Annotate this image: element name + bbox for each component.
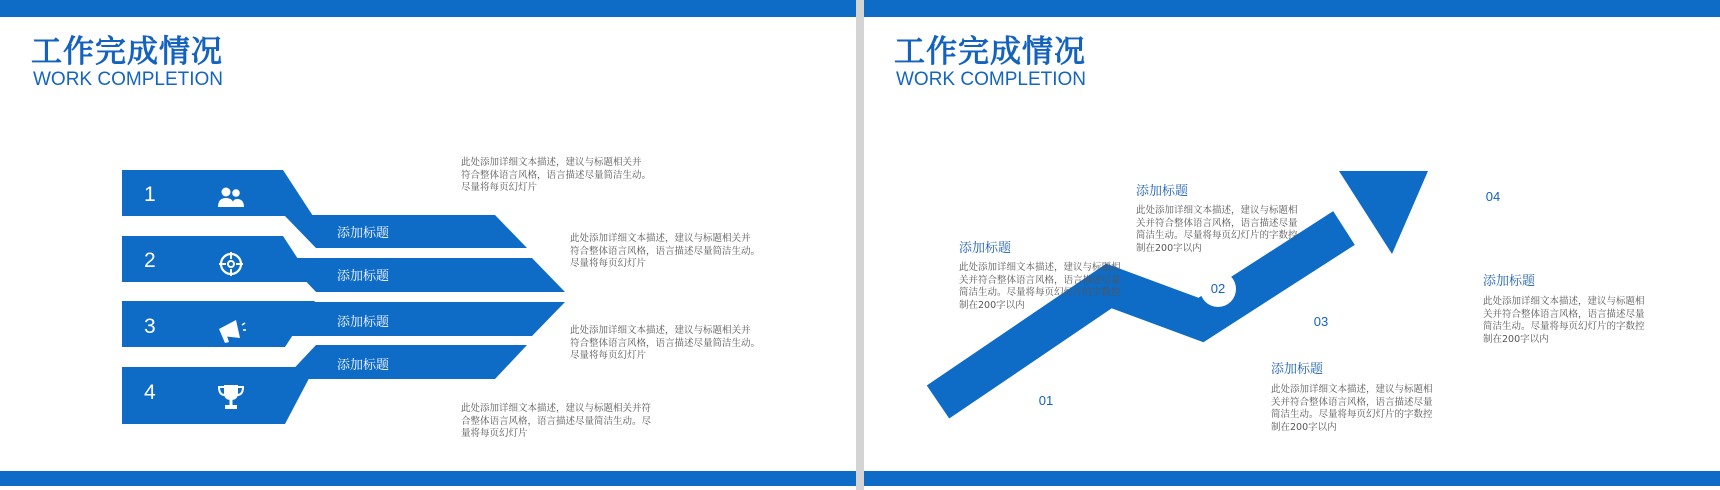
item-title-2: 添加标题: [1136, 184, 1189, 199]
item-title-3: 添加标题: [1271, 362, 1324, 377]
band-1: [284, 215, 527, 248]
item-description-1: 此处添加详细文本描述，建议与标题相 关并符合整体语言风格，语言描述尽量 简洁生动。尽量将每页幻灯片的字数控 制在200字以内: [959, 262, 1121, 311]
item-description-3: 此处添加详细文本描述，建议与标题相 关并符合整体语言风格，语言描述尽量 简洁生动。尽量将每页幻灯片的字数控 制在200字以内: [1271, 384, 1433, 433]
item-description-2: 此处添加详细文本描述，建议与标题相 关并符合整体语言风格，语言描述尽量 简洁生动。尽量将每页幻灯片的字数控 制在200字以内: [1136, 205, 1298, 254]
page-title: 工作完成情况: [31, 34, 223, 70]
page-title: 工作完成情况: [894, 34, 1086, 70]
band-4: [284, 345, 527, 379]
node-04: 04: [1475, 179, 1511, 215]
users-icon: [217, 185, 245, 209]
page-subtitle: WORK COMPLETION: [33, 69, 224, 90]
band-label-4: 添加标题: [337, 358, 390, 373]
band-2: [284, 258, 565, 292]
bottom-accent-bar: [0, 471, 856, 486]
row-number-4: 4: [144, 381, 156, 404]
description-4: 此处添加详细文本描述，建议与标题相关并符 合整体语言风格，语言描述尽量简洁生动。尽 量将每页幻灯片: [461, 403, 652, 439]
item-title-1: 添加标题: [959, 241, 1012, 256]
item-title-4: 添加标题: [1483, 274, 1536, 289]
description-3: 此处添加详细文本描述，建议与标题相关并 符合整体语言风格，语言描述尽量简洁生动。 尽量将每页幻灯片: [570, 325, 761, 361]
description-2: 此处添加详细文本描述，建议与标题相关并 符合整体语言风格，语言描述尽量简洁生动。 尽量将每页幻灯片: [570, 233, 761, 269]
description-1: 此处添加详细文本描述，建议与标题相关并 符合整体语言风格，语言描述尽量简洁生动。 尽量将每页幻灯片: [461, 157, 652, 193]
node-02: 02: [1200, 271, 1236, 307]
megaphone-icon: [216, 317, 246, 345]
band-label-1: 添加标题: [337, 226, 390, 241]
row-number-2: 2: [144, 249, 156, 272]
row-number-1: 1: [144, 183, 156, 206]
slide-work-completion-list: [0, 0, 856, 490]
target-icon: [218, 251, 244, 277]
slide-work-completion-growth: [864, 0, 1720, 490]
row-number-3: 3: [144, 315, 156, 338]
page-subtitle: WORK COMPLETION: [896, 69, 1087, 90]
bottom-accent-bar: [864, 471, 1720, 486]
node-03: 03: [1303, 304, 1339, 340]
item-description-4: 此处添加详细文本描述，建议与标题相 关并符合整体语言风格，语言描述尽量 简洁生动。尽量将每页幻灯片的字数控 制在200字以内: [1483, 296, 1645, 345]
node-01: 01: [1028, 383, 1064, 419]
band-label-2: 添加标题: [337, 269, 390, 284]
trophy-icon: [218, 383, 244, 411]
band-label-3: 添加标题: [337, 315, 390, 330]
